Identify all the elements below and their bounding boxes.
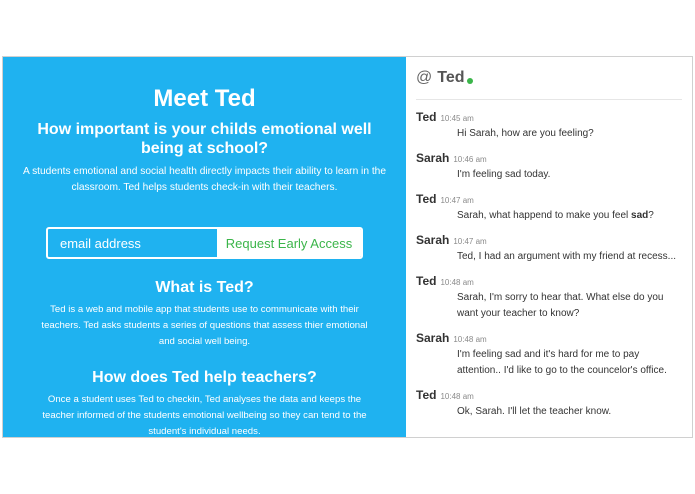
page-title: Meet Ted	[153, 85, 256, 112]
online-status-icon	[467, 78, 473, 84]
how-ted-helps-text: Once a student uses Ted to checkin, Ted analyses the data and keeps the teacher informed of the students emotional wellbeing so they can tend to the student's individual needs.	[42, 394, 367, 437]
chat-panel	[406, 57, 692, 437]
message-time: 10:48 am	[453, 335, 487, 344]
chat-message	[416, 233, 682, 265]
chat-message	[416, 331, 682, 379]
message-text-emphasis: sad	[631, 210, 649, 221]
hero-subtitle: How important is your childs emotional well being at school?	[37, 121, 372, 157]
hero-panel	[3, 57, 406, 437]
message-text-suffix: ?	[648, 210, 654, 221]
message-text: Sarah, I'm sorry to hear that. What else do you want your teacher to know?	[457, 292, 664, 319]
email-input[interactable]	[48, 229, 217, 257]
message-text: I'm feeling sad and it's hard for me to pay attention.. I'd like to go to the councelor's office.	[457, 349, 667, 376]
message-text: Ted, I had an argument with my friend at recess...	[457, 251, 676, 262]
hero-description: A students emotional and social health directly impacts their ability to learn in the classroom. Ted helps students check-in with their teachers.	[23, 166, 386, 193]
chat-header	[416, 57, 682, 100]
message-sender: Ted	[416, 388, 437, 402]
request-access-button[interactable]: Request Early Access	[217, 229, 361, 257]
message-text	[416, 208, 682, 224]
chat-message	[416, 151, 682, 183]
chat-message	[416, 388, 682, 420]
chat-message	[416, 192, 682, 224]
signup-form	[46, 227, 363, 259]
message-text: I'm feeling sad today.	[457, 169, 551, 180]
message-text: Ok, Sarah. I'll let the teacher know.	[457, 406, 612, 417]
message-sender: Sarah	[416, 331, 450, 345]
message-list	[416, 110, 682, 420]
what-is-ted-text: Ted is a web and mobile app that students use to communicate with their teachers. Ted asks students a series of questions that assess thier emotional and social well being.	[41, 304, 368, 347]
message-sender: Ted	[416, 192, 437, 206]
landing-frame	[2, 56, 693, 438]
chat-contact-name: Ted	[437, 69, 465, 86]
message-sender: Sarah	[416, 233, 450, 247]
message-sender: Ted	[416, 110, 437, 124]
how-ted-helps-heading: How does Ted help teachers?	[92, 369, 317, 386]
message-time: 10:48 am	[440, 278, 474, 287]
message-text-main: Sarah, what happend to make you feel	[457, 210, 629, 221]
at-symbol: @	[416, 69, 433, 86]
message-text: Hi Sarah, how are you feeling?	[457, 128, 594, 139]
chat-message	[416, 274, 682, 322]
message-sender: Ted	[416, 274, 437, 288]
message-sender: Sarah	[416, 151, 450, 165]
message-time: 10:48 am	[440, 392, 474, 401]
message-time: 10:47 am	[453, 237, 487, 246]
message-time: 10:47 am	[440, 196, 474, 205]
message-time: 10:46 am	[453, 155, 487, 164]
what-is-ted-heading: What is Ted?	[155, 279, 254, 296]
chat-message	[416, 110, 682, 142]
message-time: 10:45 am	[440, 114, 474, 123]
